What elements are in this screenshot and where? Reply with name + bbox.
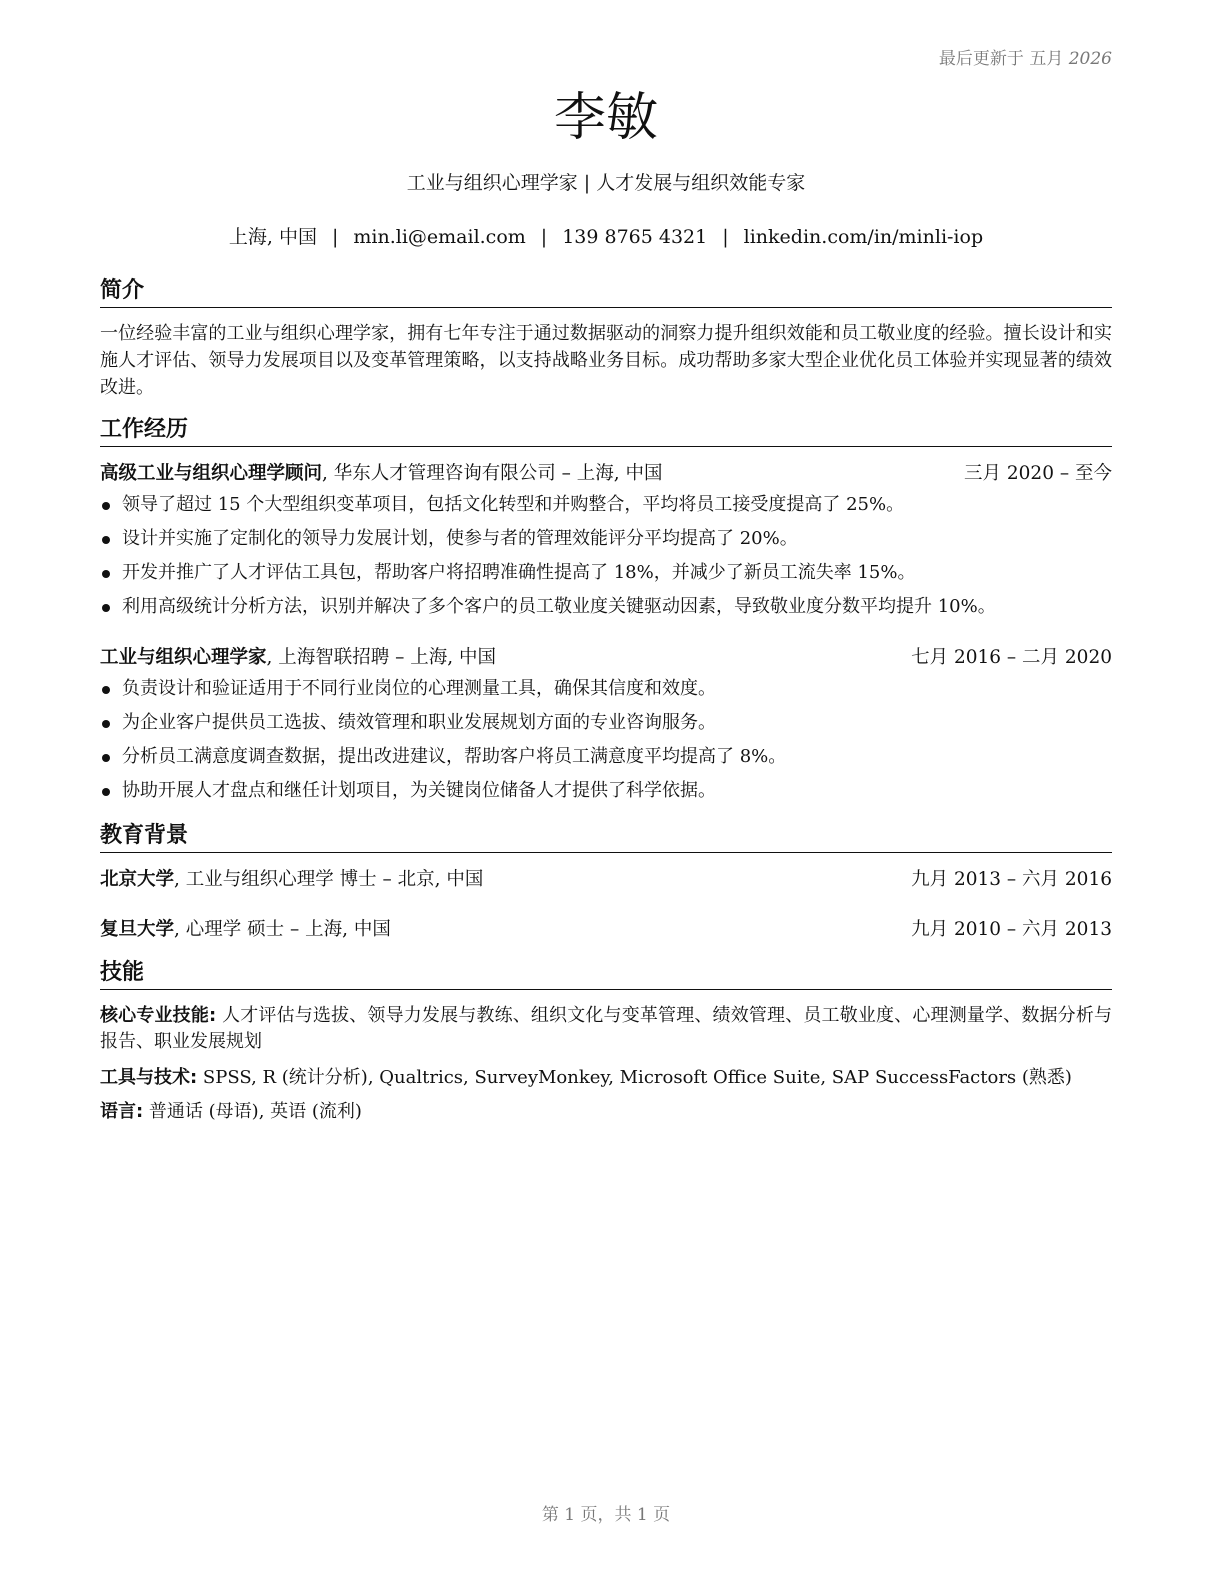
resume-page bbox=[100, 0, 1112, 1584]
contact-phone: 139 8765 4321 bbox=[562, 226, 708, 248]
job-role: 工业与组织心理学家 bbox=[100, 647, 267, 668]
list-item: 分析员工满意度调查数据，提出改进建议，帮助客户将员工满意度平均提高了 8%。 bbox=[100, 744, 1112, 778]
education-school: 北京大学 bbox=[100, 869, 175, 890]
education-dates: 九月 2013 – 六月 2016 bbox=[911, 869, 1112, 890]
contact-email[interactable]: min.li@email.com bbox=[353, 226, 526, 248]
education-title-line bbox=[100, 867, 483, 893]
last-updated bbox=[939, 44, 1112, 69]
candidate-tagline: 工业与组织心理学家 | 人才发展与组织效能专家 bbox=[406, 172, 806, 194]
section-title-summary: 简介 bbox=[100, 276, 1112, 308]
list-item: 设计并实施了定制化的领导力发展计划，使参与者的管理效能评分平均提高了 20%。 bbox=[100, 526, 1112, 560]
job-org: , 华东人才管理咨询有限公司 – 上海, 中国 bbox=[322, 463, 663, 484]
job-dates: 七月 2016 – 二月 2020 bbox=[911, 647, 1112, 668]
contact-separator: | bbox=[722, 226, 729, 248]
skills-languages-text: 普通话 (母语), 英语 (流利) bbox=[143, 1101, 362, 1122]
education-detail: , 心理学 硕士 – 上海, 中国 bbox=[174, 919, 391, 940]
job-entry-header bbox=[100, 461, 1112, 487]
job-title-line bbox=[100, 461, 663, 487]
contact-separator: | bbox=[331, 226, 339, 248]
job-bullets bbox=[100, 676, 1112, 812]
skills-core-label: 核心专业技能: bbox=[100, 1005, 217, 1026]
skills-tools bbox=[100, 1065, 1112, 1091]
list-item: 为企业客户提供员工选拔、绩效管理和职业发展规划方面的专业咨询服务。 bbox=[100, 710, 1112, 744]
job-title-line bbox=[100, 645, 496, 671]
job-dates: 三月 2020 – 至今 bbox=[964, 463, 1112, 484]
list-item: 利用高级统计分析方法，识别并解决了多个客户的员工敬业度关键驱动因素，导致敬业度分数平均提升 10%。 bbox=[100, 594, 1112, 628]
skills-languages bbox=[100, 1099, 1112, 1125]
contact-linkedin[interactable]: linkedin.com/in/minli-iop bbox=[743, 226, 984, 248]
list-item: 协助开展人才盘点和继任计划项目，为关键岗位储备人才提供了科学依据。 bbox=[100, 778, 1112, 812]
skills-languages-label: 语言: bbox=[100, 1101, 144, 1122]
job-org: , 上海智联招聘 – 上海, 中国 bbox=[266, 647, 497, 668]
education-entry bbox=[100, 867, 1112, 893]
contact-location: 上海, 中国 bbox=[228, 226, 317, 248]
education-school: 复旦大学 bbox=[100, 919, 175, 940]
contact-line bbox=[100, 224, 1112, 250]
job-role: 高级工业与组织心理学顾问 bbox=[100, 463, 323, 484]
list-item: 开发并推广了人才评估工具包，帮助客户将招聘准确性提高了 18%，并减少了新员工流失率 15%。 bbox=[100, 560, 1112, 594]
education-dates: 九月 2010 – 六月 2013 bbox=[911, 919, 1112, 940]
skills-core bbox=[100, 1003, 1112, 1055]
list-item: 领导了超过 15 个大型组织变革项目，包括文化转型和并购整合，平均将员工接受度提高了 25%。 bbox=[100, 492, 1112, 526]
contact-separator: | bbox=[540, 226, 548, 248]
skills-tools-label: 工具与技术: bbox=[100, 1067, 198, 1088]
candidate-name: 李敏 bbox=[553, 88, 658, 148]
page-footer: 第 1 页，共 1 页 bbox=[541, 1505, 671, 1525]
last-updated-label: 最后更新于 五月 bbox=[938, 49, 1064, 69]
job-entry-header bbox=[100, 645, 1112, 671]
education-title-line bbox=[100, 917, 391, 943]
last-updated-year: 2026 bbox=[1068, 49, 1112, 69]
job-bullets bbox=[100, 492, 1112, 628]
education-entry bbox=[100, 917, 1112, 943]
summary-text: 一位经验丰富的工业与组织心理学家，拥有七年专注于通过数据驱动的洞察力提升组织效能和员工敬业度的经验。擅长设计和实施人才评估、领导力发展项目以及变革管理策略，以支持战略业务目标。成功帮助多家大型企业优化员工体验并实现显著的绩效改进。 bbox=[100, 323, 1112, 398]
section-title-education: 教育背景 bbox=[100, 821, 1112, 853]
skills-core-text: 人才评估与选拔、领导力发展与教练、组织文化与变革管理、绩效管理、员工敬业度、心理测量学、数据分析与报告、职业发展规划 bbox=[100, 1005, 1113, 1052]
education-detail: , 工业与组织心理学 博士 – 北京, 中国 bbox=[174, 869, 484, 890]
section-title-skills: 技能 bbox=[100, 958, 1112, 990]
section-title-experience: 工作经历 bbox=[100, 415, 1112, 447]
list-item: 负责设计和验证适用于不同行业岗位的心理测量工具，确保其信度和效度。 bbox=[100, 676, 1112, 710]
skills-tools-text: SPSS, R (统计分析), Qualtrics, SurveyMonkey, Microsoft Office Suite, SAP SuccessFactors (熟悉) bbox=[197, 1067, 1072, 1088]
